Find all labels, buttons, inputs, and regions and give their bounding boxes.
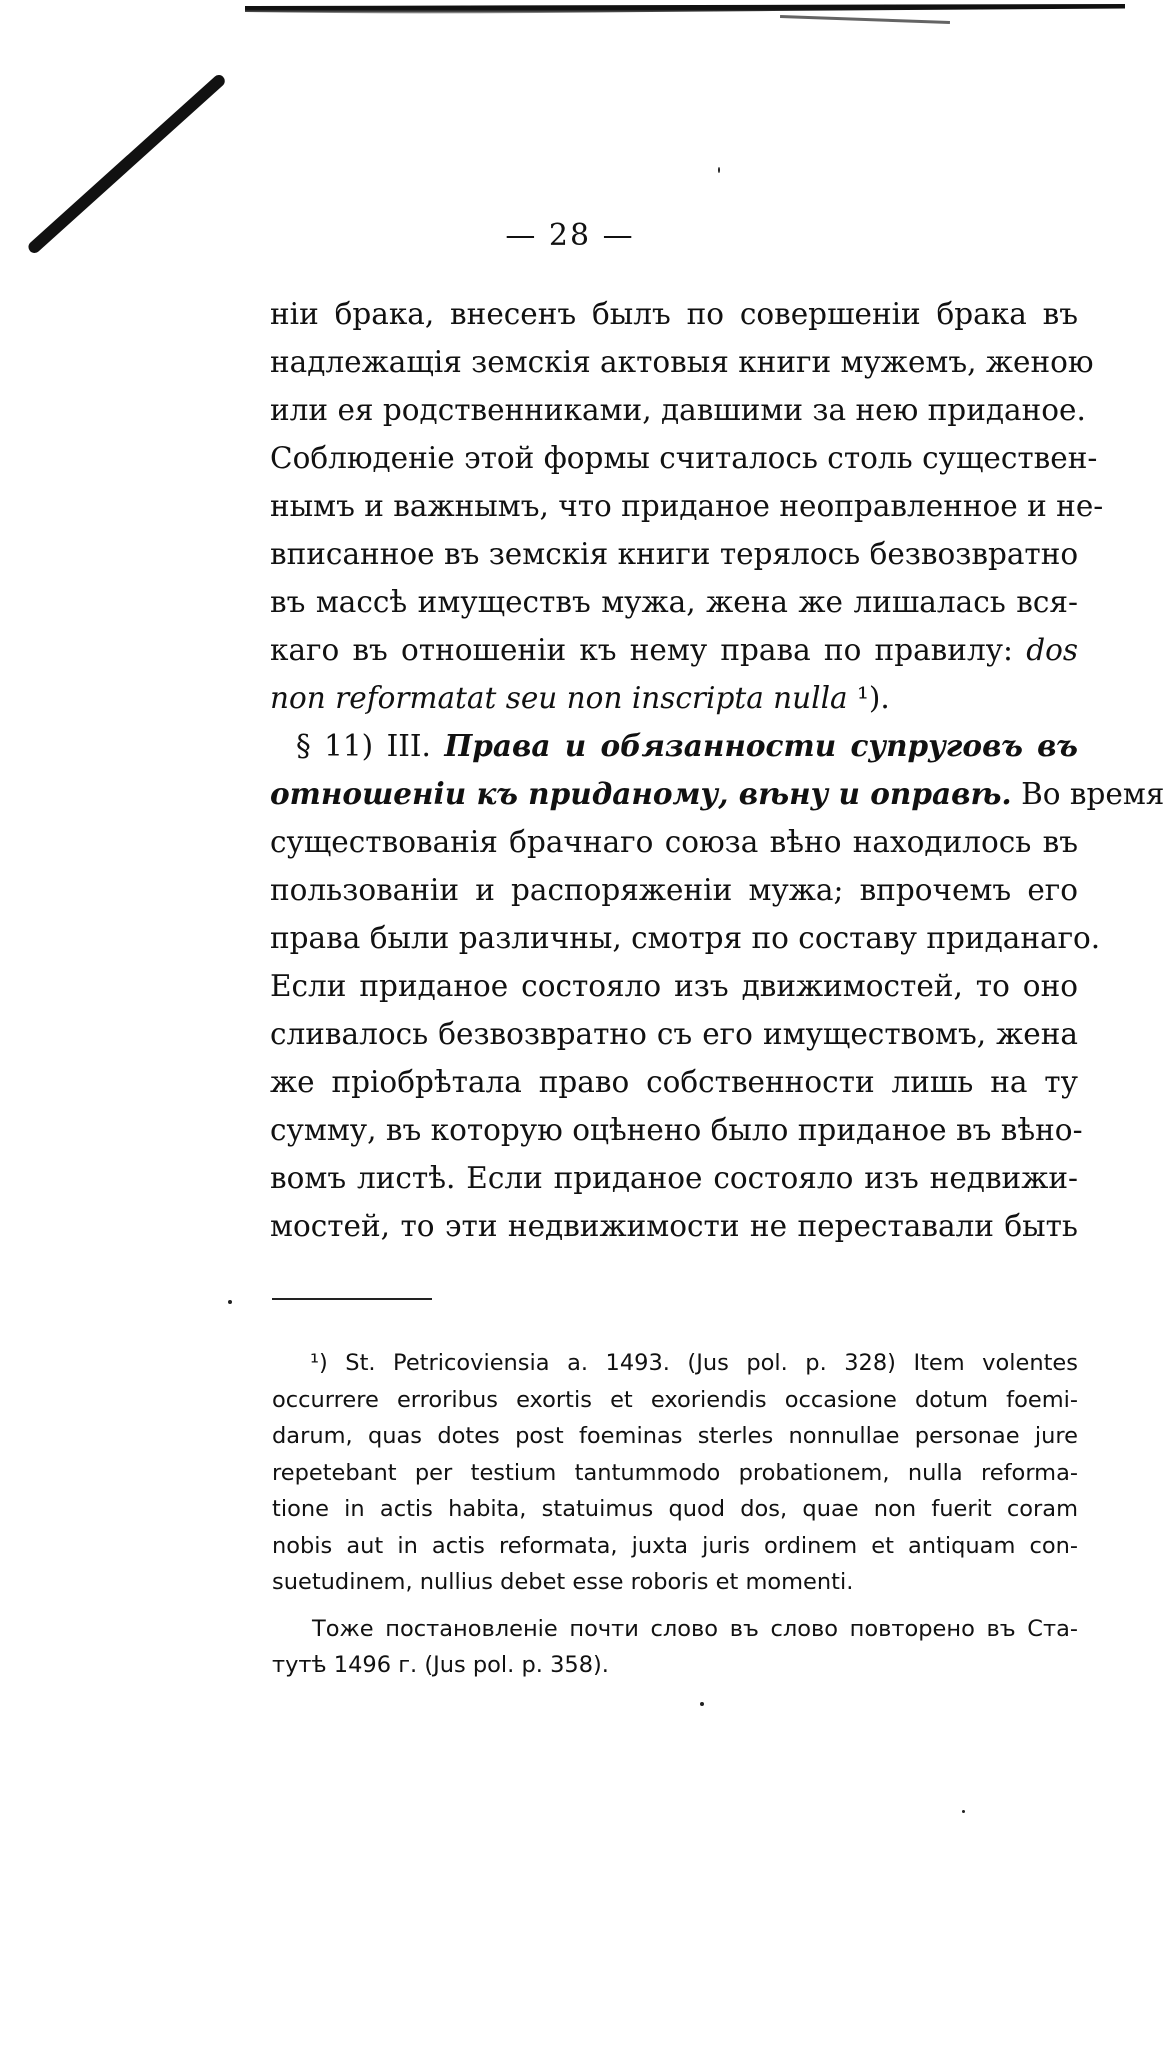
section-heading-line: [270, 722, 1078, 770]
text-line: нымъ и важнымъ, что приданое неоправленное и не-: [270, 489, 1104, 523]
footnote-reference: ¹).: [857, 681, 890, 715]
footnote-line: nobis aut in actis reformata, juxta juris ordinem et antiquam con-: [272, 1532, 1078, 1559]
section-heading-line: [270, 770, 1164, 818]
text-line: сумму, въ которую оцѣнено было приданое въ вѣно-: [270, 1113, 1083, 1147]
section-heading: Права и обязанности супруговъ въ: [444, 728, 1078, 763]
footnote-divider: [272, 1298, 432, 1300]
footnote-line: darum, quas dotes post foeminas sterles nonnullae personae jure: [272, 1423, 1078, 1449]
scan-speck: [228, 1300, 232, 1304]
latin-maxim-line: [270, 674, 1078, 722]
text-line: вписанное въ земскiя книги терялось безвозвратно: [270, 537, 1079, 571]
scan-edge-top-streak: [780, 15, 950, 24]
text-line-part: Во время: [1021, 777, 1164, 811]
section-mark: § 11) III.: [296, 729, 431, 763]
scan-edge-top: [245, 4, 1125, 14]
footnote-note-line: Тоже постановленiе почти слово въ слово повторено въ Ста-: [312, 1615, 1078, 1642]
footnote-line: ¹) St. Petricoviensia a. 1493. (Jus pol. p. 328) Item volentes: [310, 1350, 1078, 1376]
footnote-line: tione in actis habita, statuimus quod dos, quae non fuerit coram: [272, 1496, 1078, 1522]
scan-speck: [700, 1702, 704, 1706]
scan-speck: [962, 1810, 965, 1813]
text-line: въ массѣ имуществъ мужа, жена же лишалась вся-: [270, 585, 1078, 619]
latin-maxim-start: dos: [1026, 633, 1078, 667]
latin-maxim: non reformatat seu non inscripta nulla: [270, 681, 848, 715]
footnote-block: [272, 1345, 1078, 1684]
text-line: Соблюденiе этой формы считалось столь существен-: [270, 441, 1098, 475]
text-line-part: каго въ отношенiи къ нему права по правилу:: [270, 633, 1013, 667]
footnote-note-line: тутѣ 1496 г. (Jus pol. p. 358).: [272, 1652, 609, 1678]
footnote-line: repetebant per testium tantummodo probationem, nulla reforma-: [272, 1459, 1078, 1486]
text-line-with-latin: [270, 626, 1078, 674]
text-line: сливалось безвозвратно съ его имуществомъ, жена: [270, 1017, 1078, 1051]
text-line: мостей, то эти недвижимости не переставали быть: [270, 1209, 1078, 1243]
main-text-block: [270, 290, 1164, 1250]
section-heading-continued: отношенiи къ приданому, вѣну и оправѣ.: [270, 776, 1012, 811]
text-line: же прiобрѣтала право собственности лишь на ту: [270, 1065, 1078, 1099]
text-line: нiи брака, внесенъ былъ по совершенiи брака въ: [270, 297, 1078, 331]
text-line: надлежащiя земскiя актовыя книги мужемъ, женою: [270, 345, 1094, 379]
text-line: существованiя брачнаго союза вѣно находилось въ: [270, 825, 1078, 859]
scan-speck: [718, 167, 720, 173]
text-line: Если приданое состояло изъ движимостей, то оно: [270, 969, 1078, 1003]
footnote-line: suetudinem, nullius debet esse roboris et momenti.: [272, 1569, 854, 1595]
text-line: пользованiи и распоряженiи мужа; впрочемъ его: [270, 873, 1078, 907]
footnote-line: occurrere erroribus exortis et exoriendis occasione dotum foemi-: [272, 1386, 1078, 1413]
text-line: права были различны, смотря по составу приданаго.: [270, 921, 1101, 955]
text-line: или ея родственниками, давшими за нею приданое.: [270, 393, 1086, 427]
text-line: вомъ листѣ. Если приданое состояло изъ недвижи-: [270, 1161, 1078, 1195]
page-number: — 28 —: [505, 218, 635, 253]
